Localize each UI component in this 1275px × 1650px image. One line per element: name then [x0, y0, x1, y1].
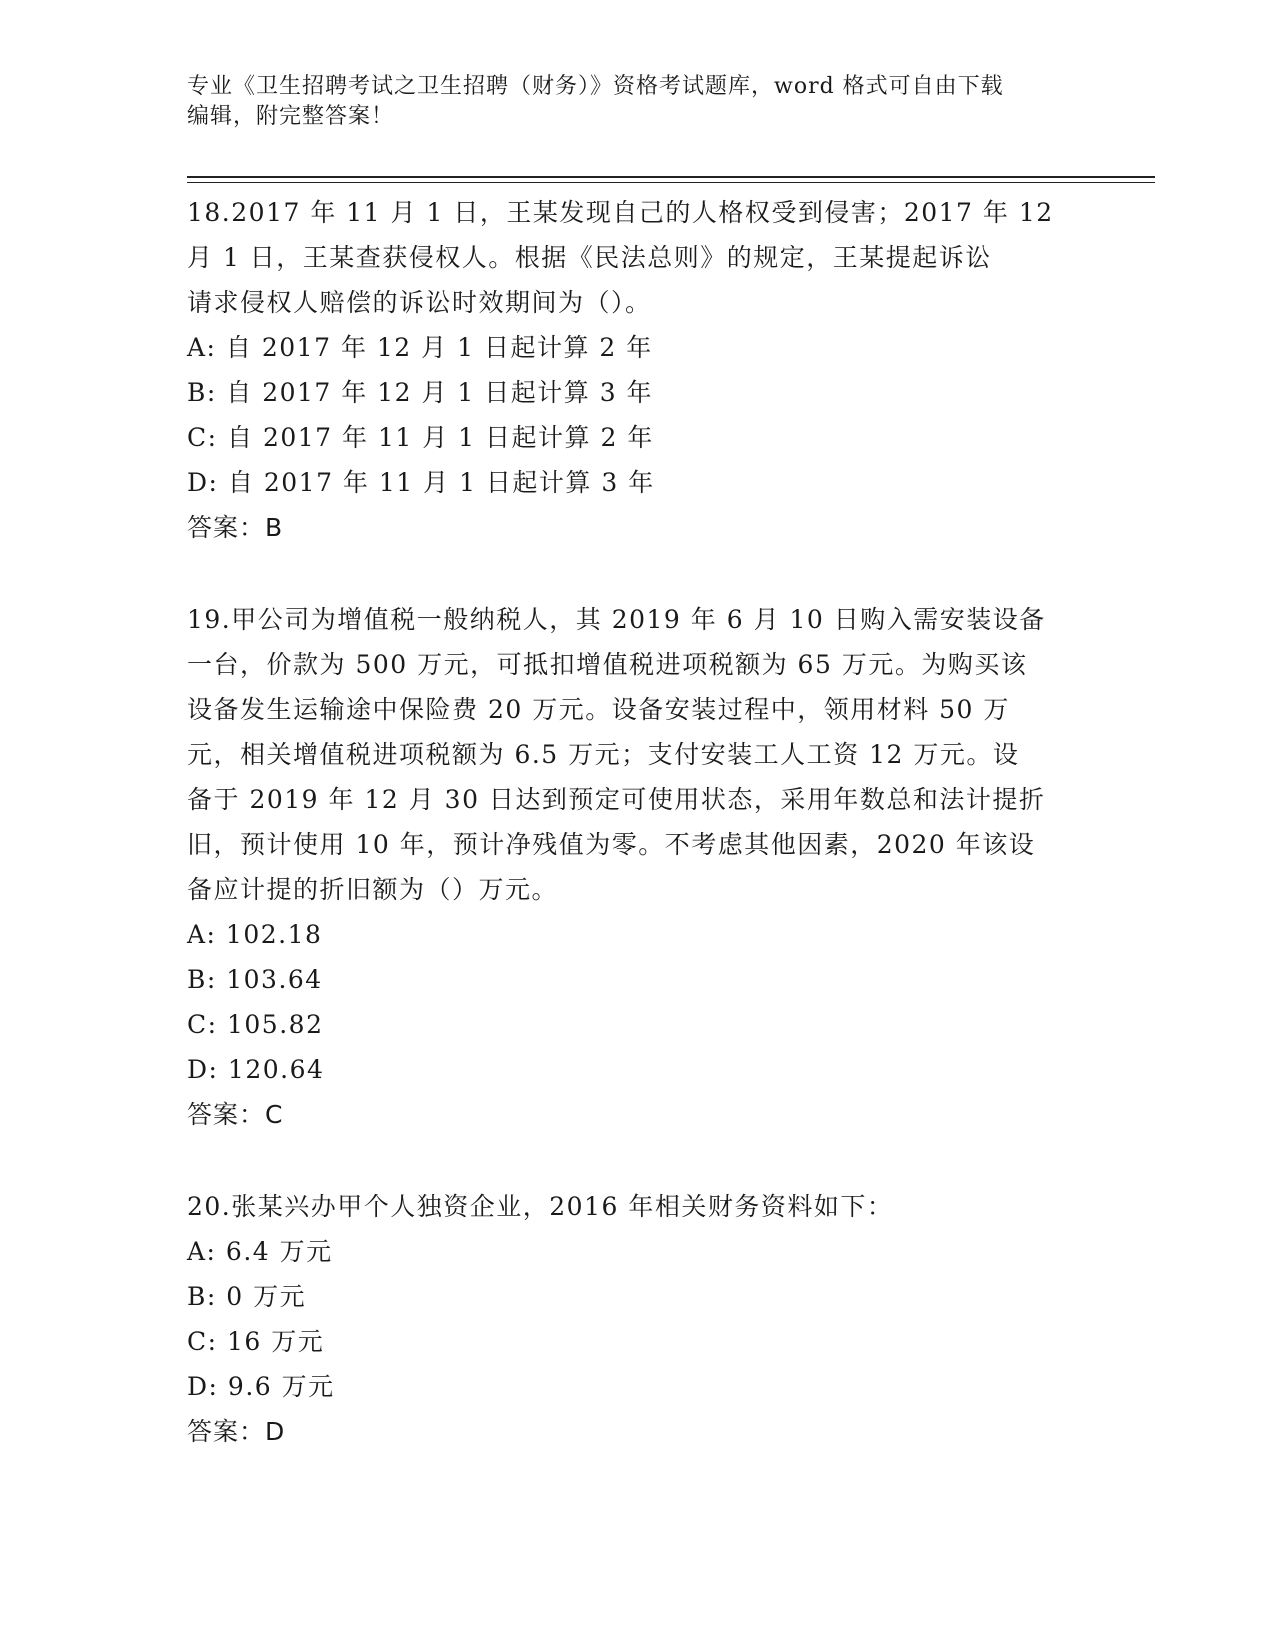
option-b: B: 0 万元 [187, 1282, 307, 1311]
question-stem-line: 请求侵权人赔偿的诉讼时效期间为（）。 [187, 288, 652, 317]
question-20 [187, 1184, 1087, 1455]
question-stem-line: 备应计提的折旧额为（）万元。 [187, 875, 559, 904]
question-19 [187, 597, 1087, 1138]
header-divider-thick [187, 176, 1155, 178]
option-b: B: 自 2017 年 12 月 1 日起计算 3 年 [187, 378, 654, 407]
option-c: C: 自 2017 年 11 月 1 日起计算 2 年 [187, 423, 654, 452]
option-a: A: 102.18 [187, 920, 323, 949]
option-c: C: 105.82 [187, 1010, 324, 1039]
question-stem-line: 元，相关增值税进项税额为 6.5 万元；支付安装工人工资 12 万元。设 [187, 740, 1020, 769]
answer-line: 答案：D [187, 1417, 286, 1446]
question-stem-line: 月 1 日，王某查获侵权人。根据《民法总则》的规定，王某提起诉讼 [187, 243, 992, 272]
question-stem-line: 20.张某兴办甲个人独资企业，2016 年相关财务资料如下： [187, 1192, 894, 1221]
question-stem-line: 设备发生运输途中保险费 20 万元。设备安装过程中，领用材料 50 万 [187, 695, 1010, 724]
document-header [187, 72, 1087, 132]
question-stem-line: 一台，价款为 500 万元，可抵扣增值税进项税额为 65 万元。为购买该 [187, 650, 1028, 679]
header-divider-thin [187, 182, 1155, 183]
option-a: A: 6.4 万元 [187, 1237, 333, 1266]
question-stem-line: 旧，预计使用 10 年，预计净残值为零。不考虑其他因素，2020 年该设 [187, 830, 1036, 859]
question-list [187, 190, 1087, 1501]
option-b: B: 103.64 [187, 965, 323, 994]
header-line-1: 专业《卫生招聘考试之卫生招聘（财务）》资格考试题库，word 格式可自由下载 [187, 74, 1004, 99]
option-d: D: 9.6 万元 [187, 1372, 335, 1401]
option-c: C: 16 万元 [187, 1327, 325, 1356]
option-a: A: 自 2017 年 12 月 1 日起计算 2 年 [187, 333, 653, 362]
answer-line: 答案：C [187, 1100, 284, 1129]
question-stem-line: 18.2017 年 11 月 1 日，王某发现自己的人格权受到侵害；2017 年 12 [187, 198, 1054, 227]
question-stem-line: 19.甲公司为增值税一般纳税人，其 2019 年 6 月 10 日购入需安装设备 [187, 605, 1046, 634]
answer-line: 答案：B [187, 513, 284, 542]
question-stem-line: 备于 2019 年 12 月 30 日达到预定可使用状态，采用年数总和法计提折 [187, 785, 1046, 814]
question-18 [187, 190, 1087, 551]
option-d: D: 120.64 [187, 1055, 325, 1084]
option-d: D: 自 2017 年 11 月 1 日起计算 3 年 [187, 468, 655, 497]
header-line-2: 编辑，附完整答案！ [187, 104, 395, 129]
